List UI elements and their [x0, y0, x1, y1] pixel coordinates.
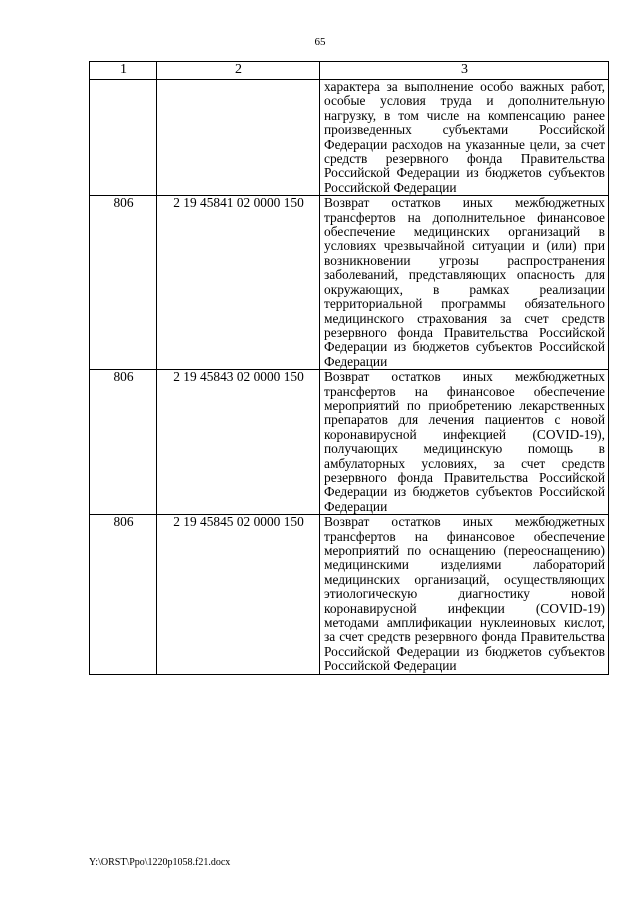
table-row: [90, 370, 609, 515]
admin-code-cell: 806: [90, 370, 157, 515]
income-code-cell: [157, 80, 320, 196]
admin-code-cell: 806: [90, 515, 157, 674]
table-row: [90, 196, 609, 370]
table-header-row: [90, 62, 609, 80]
income-code-cell: 2 19 45841 02 0000 150: [157, 196, 320, 370]
description-cell: Возврат остатков иных межбюджетных трансфертов на дополнительное финансовое обеспечение медицинских организаций в условиях чрезвычайной ситуации и (или) при возникновении угрозы распространения заболеваний, представляющих опасность для окружающих, в рамках реализации территориальной программы обязательного медицинского страхования за счет средств резервного фонда Правительства Российской Федерации из бюджетов субъектов Российской Федерации: [320, 196, 609, 370]
page-number: 65: [314, 36, 326, 48]
column-header-3: 3: [320, 62, 609, 80]
table-row: [90, 80, 609, 196]
description-cell: характера за выполнение особо важных работ, особые условия труда и дополнительную нагрузку, в том числе на компенсацию ранее произведенных субъектами Российской Федерации расходов на указанные цели, за счет средств резервного фонда Правительства Российской Федерации из бюджетов субъектов Российской Федерации: [320, 80, 609, 196]
income-code-cell: 2 19 45843 02 0000 150: [157, 370, 320, 515]
column-header-2: 2: [157, 62, 320, 80]
footer-file-path: Y:\ORST\Ppo\1220p1058.f21.docx: [89, 857, 231, 868]
budget-codes-table: [89, 61, 609, 675]
income-code-cell: 2 19 45845 02 0000 150: [157, 515, 320, 674]
admin-code-cell: 806: [90, 196, 157, 370]
column-header-1: 1: [90, 62, 157, 80]
description-cell: Возврат остатков иных межбюджетных трансфертов на финансовое обеспечение мероприятий по приобретению лекарственных препаратов для лечения пациентов с новой коронавирусной инфекцией (COVID-19), получающих медицинскую помощь в амбулаторных условиях, за счет средств резервного фонда Правительства Российской Федерации из бюджетов субъектов Российской Федерации: [320, 370, 609, 515]
description-cell: Возврат остатков иных межбюджетных трансфертов на финансовое обеспечение мероприятий по оснащению (переоснащению) медицинскими изделиями лабораторий медицинских организаций, осуществляющих этиологическую диагностику новой коронавирусной инфекции (COVID-19) методами амплификации нуклеиновых кислот, за счет средств резервного фонда Правительства Российской Федерации из бюджетов субъектов Российской Федерации: [320, 515, 609, 674]
admin-code-cell: [90, 80, 157, 196]
table-row: [90, 515, 609, 674]
